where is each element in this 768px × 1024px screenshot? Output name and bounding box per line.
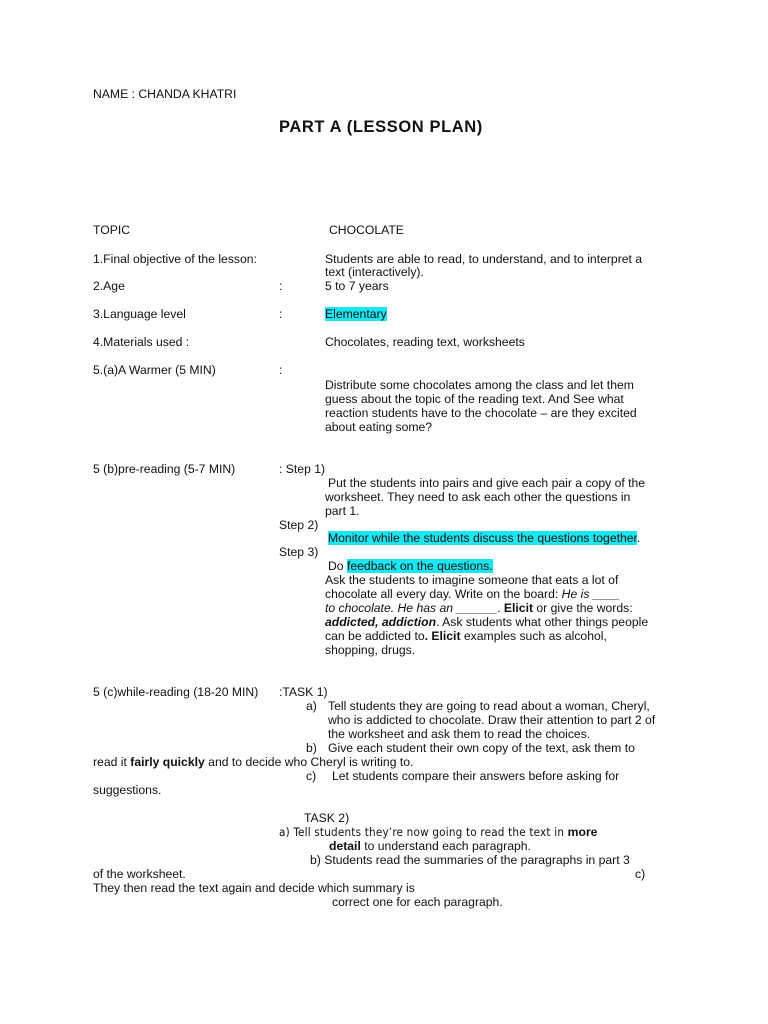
objective-label: 1.Final objective of the lesson:: [93, 252, 257, 266]
step-3-line-2: Ask the students to imagine someone that eats a lot of: [325, 573, 619, 587]
step-3-line-4b: .: [497, 601, 504, 615]
page-title: PART A (LESSON PLAN): [279, 118, 483, 136]
step-3-elicit-2: . Elicit: [424, 629, 461, 643]
step-2-label: Step 2): [279, 518, 319, 532]
task-1-c-line-2: suggestions.: [93, 783, 162, 797]
warmer-line-2: guess about the topic of the reading text. And See what: [325, 392, 624, 406]
step-3-line-3a: chocolate all every day. Write on the board:: [325, 587, 562, 601]
task-2-detail: detail: [329, 839, 361, 853]
age-colon: :: [279, 279, 283, 293]
warmer-label: 5.(a)A Warmer (5 MIN): [93, 363, 216, 377]
language-level-label: 3.Language level: [93, 307, 186, 321]
topic-value: CHOCOLATE: [329, 223, 404, 237]
step-2-text: [328, 531, 640, 545]
step-3-line-3: [325, 587, 620, 601]
while-reading-label: 5 (c)while-reading (18-20 MIN): [93, 685, 259, 699]
language-level-value: Elementary: [325, 307, 387, 321]
task-1-a-line-2: who is addicted to chocolate. Draw their attention to part 2 of: [328, 713, 656, 727]
task-1-a-line-3: the worksheet and ask them to read the choices.: [328, 727, 591, 741]
task-1-c-line-1: Let students compare their answers before asking for: [332, 769, 620, 783]
step-3-line-4a: to chocolate. He has an ______: [325, 601, 498, 615]
step-3-highlight: feedback on the questions.: [346, 559, 493, 573]
age-value: 5 to 7 years: [325, 279, 389, 293]
task-2-a-line-2: [329, 839, 531, 853]
step-3-line-6a: can be addicted to: [325, 629, 425, 643]
task-2-c-line-2: correct one for each paragraph.: [332, 895, 503, 909]
step-2-highlight: Monitor while the students discuss the questions together: [328, 531, 637, 545]
materials-label: 4.Materials used :: [93, 335, 190, 349]
step-2-period: .: [636, 531, 641, 545]
step-3-line-4d: or give the words:: [533, 601, 633, 615]
warmer-line-3: reaction students have to the chocolate – are they excited: [325, 406, 637, 420]
step-3-line-6: [325, 629, 607, 643]
step-3-line-5: [325, 615, 648, 629]
step-3-elicit: Elicit: [503, 601, 534, 615]
task-2-a-rest: to understand each paragraph.: [360, 839, 531, 853]
task-1-a-line-1: Tell students they are going to read about a woman, Cheryl,: [328, 699, 650, 713]
step-3-line-6c: examples such as alcohol,: [460, 629, 607, 643]
age-label: 2.Age: [93, 279, 125, 293]
step-3-line-7: shopping, drugs.: [325, 643, 416, 657]
step-3-line-1: [328, 559, 493, 573]
task-1-b-line-2a: read it: [93, 755, 131, 769]
step-1-line-1: Put the students into pairs and give each pair a copy of the: [328, 476, 646, 490]
step-3-line-4: [325, 601, 633, 615]
task-2-a-line-1: [279, 825, 597, 839]
topic-label: TOPIC: [93, 223, 131, 237]
task-2-a-text: a) Tell students they’re now going to read the text in: [279, 825, 568, 839]
step-3-label: Step 3): [279, 545, 319, 559]
step-1-line-2: worksheet. They need to ask each other the questions in: [325, 490, 631, 504]
language-level-colon: :: [279, 307, 283, 321]
pre-reading-label: 5 (b)pre-reading (5-7 MIN): [93, 462, 236, 476]
task-1-b-line-2c: and to decide who Cheryl is writing to.: [204, 755, 414, 769]
task-2-label: TASK 2): [304, 811, 350, 825]
step-3-do: Do: [328, 559, 347, 573]
task-1-label: :TASK 1): [279, 685, 328, 699]
step-3-addicted-words: addicted, addiction: [325, 615, 437, 629]
task-2-more: more: [567, 825, 598, 839]
task-1-fairly-quickly: fairly quickly: [130, 755, 205, 769]
step-1-label: : Step 1): [279, 462, 326, 476]
warmer-line-4: about eating some?: [325, 420, 433, 434]
objective-line-1: Students are able to read, to understand, and to interpret a: [325, 252, 643, 266]
step-3-line-5b: . Ask students what other things people: [436, 615, 649, 629]
task-1-b-marker: b): [306, 741, 317, 755]
materials-value: Chocolates, reading text, worksheets: [325, 335, 525, 349]
task-2-c-line-1: They then read the text again and decide which summary is: [93, 881, 415, 895]
warmer-line-1: Distribute some chocolates among the class and let them: [325, 378, 634, 392]
step-1-line-3: part 1.: [325, 504, 360, 518]
task-1-c-marker: c): [306, 769, 317, 783]
task-2-c-marker: c): [635, 867, 646, 881]
task-2-b-line-1: b) Students read the summaries of the paragraphs in part 3: [310, 853, 630, 867]
task-1-a-marker: a): [306, 699, 317, 713]
task-1-b-line-2: [93, 755, 413, 769]
warmer-colon: :: [279, 363, 283, 377]
objective-line-2: text (interactively).: [325, 265, 424, 279]
step-3-line-3b: He is ____: [561, 587, 620, 601]
task-2-b-line-2: of the worksheet.: [93, 867, 186, 881]
student-name: NAME : CHANDA KHATRI: [93, 87, 237, 101]
task-1-b-line-1: Give each student their own copy of the text, ask them to: [328, 741, 635, 755]
